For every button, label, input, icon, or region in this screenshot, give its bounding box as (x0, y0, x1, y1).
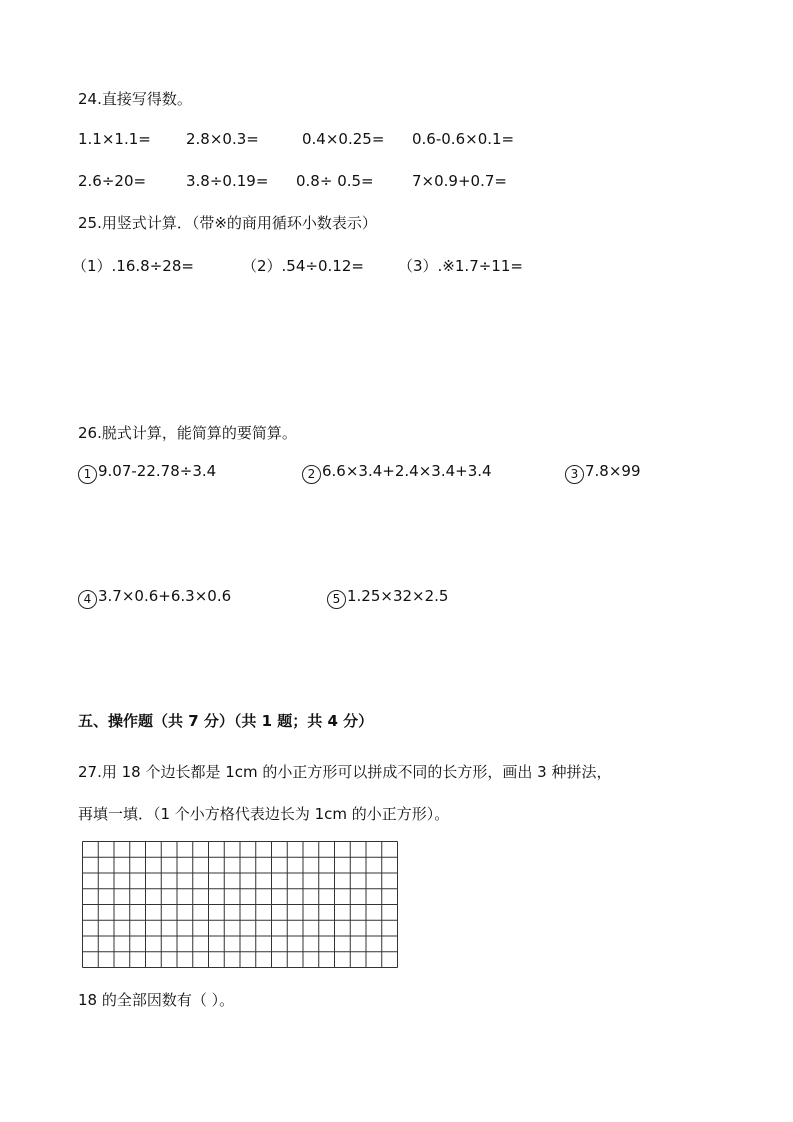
q26-item-1 (78, 462, 216, 484)
circled-number: 2 (302, 465, 321, 484)
q26-title: 26.脱式计算，能简算的要简算。 (78, 424, 297, 442)
q27-line1: 27.用 18 个边长都是 1cm 的小正方形可以拼成不同的长方形，画出 3 种拼法， (78, 763, 612, 781)
q24-title: 24.直接写得数。 (78, 90, 192, 108)
expression: 6.6×3.4+2.4×3.4+3.4 (322, 462, 492, 480)
circled-number: 4 (78, 590, 97, 609)
q24-r1-1: 1.1×1.1= (78, 130, 151, 148)
expression: 7.8×99 (585, 462, 641, 480)
q24-r2-4: 7×0.9+0.7= (412, 172, 507, 190)
q26-item-5 (327, 587, 448, 609)
section5-heading: 五、操作题（共 7 分）（共 1 题；共 4 分） (78, 712, 374, 730)
q26-item-2 (302, 462, 492, 484)
square-grid (82, 841, 398, 968)
expression: 1.25×32×2.5 (347, 587, 449, 605)
q24-r1-4: 0.6-0.6×0.1= (412, 130, 515, 148)
q24-r1-3: 0.4×0.25= (302, 130, 385, 148)
q25-item-3: （3）.※1.7÷11= (398, 257, 523, 275)
circled-number: 5 (327, 590, 346, 609)
q25-item-2: （2）.54÷0.12= (242, 257, 364, 275)
q24-r1-2: 2.8×0.3= (186, 130, 259, 148)
q25-item-1: （1）.16.8÷28= (72, 257, 194, 275)
expression: 9.07-22.78÷3.4 (98, 462, 217, 480)
q24-r2-2: 3.8÷0.19= (186, 172, 269, 190)
q24-r2-1: 2.6÷20= (78, 172, 147, 190)
q26-item-3 (565, 462, 641, 484)
circled-number: 3 (565, 465, 584, 484)
q26-item-4 (78, 587, 231, 609)
circled-number: 1 (78, 465, 97, 484)
q24-r2-3: 0.8÷ 0.5= (296, 172, 374, 190)
q27-line2: 再填一填．（1 个小方格代表边长为 1cm 的小正方形）。 (78, 805, 450, 823)
expression: 3.7×0.6+6.3×0.6 (98, 587, 232, 605)
q25-title: 25.用竖式计算．（带※的商用循环小数表示） (78, 214, 377, 232)
q27-fill: 18 的全部因数有（ ）。 (78, 991, 235, 1009)
